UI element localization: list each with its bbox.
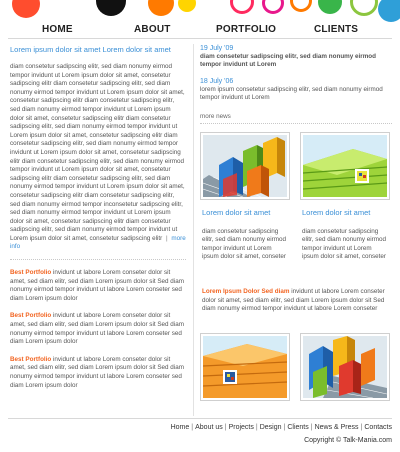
more-info-link[interactable]: more info bbox=[10, 234, 186, 251]
intro-text: diam consetetur sadipscing elitr, sed diam nonumy eirmod tempor invidunt ut Lorem ipsum dolor sit amet, consetetur sadipscing elitr diam consetetur sadipscing elitr, sed diam nonumy eirmod tempor invidunt ut Lorem ipsum dolor sit amet, consetetur sadipscing elitr diam consetetur sadipscing elitr, sed diam nonumy eirmod tempor invidunt ut Lorem ipsum dolor sit amet, consetetur sadipscing elitr diam consetetur sadipscing elitr, sed diam nonumy eirmod tempor invidunt ut Lorem ipsum dolor sit amet, consetetur sadipscing elitr diam consetetur sadipscing elitr, sed diam nonumy eirmod tempor invidunt ut Lorem ipsum dolor sit amet, consetetur sadipscing elitr diam consetetur sadipscing elitr, sed diam nonumy eirmod tempor invidunt ut Lorem ipsum dolor sit amet, consetetur sadipscing elitr diam consetetur sadipscing elitr, sed diam nonumy eirmod tempor invidunt ut Lorem ipsum dolor sit amet, consetetur sadipscing elitr diam consetetur sadipscing elitr, sed diam nonumy eirmod tempor inconsetetur sadipscing elitr, sed diam nonumy eirmod tempor invidunt ut Lorem ipsum dolor sit amet, consetetur sadipscing elitr diam consetetur sadipscing elitr, sed diam nonumy eirmod tempor invidunt ut Lorem ipsum dolor sit amet, consetetur sadipscing elitr bbox=[10, 63, 185, 242]
more-news-link[interactable]: more news bbox=[200, 112, 231, 120]
circle-decoration bbox=[290, 0, 312, 12]
feature-heading[interactable]: Lorem Ipsum Dolor Sed diam bbox=[202, 288, 290, 295]
news-divider bbox=[200, 123, 392, 124]
nav-clients[interactable]: CLIENTS bbox=[314, 24, 359, 35]
green-building-image bbox=[303, 135, 387, 197]
best-portfolio-text: invidunt ut labore Lorem conseter dolor sit amet, sed diam elitr, sed diam Lorem ipsum dolor sit Sed diam nonumy eirmod tempor invidunt ut labore Lorem conseter sed diam Lorem ipsum dolor bbox=[10, 312, 184, 346]
footer-link-news-press[interactable]: News & Press bbox=[314, 424, 359, 431]
circle-decoration bbox=[230, 0, 254, 14]
footer-link-contacts[interactable]: Contacts bbox=[364, 424, 392, 431]
best-portfolio-block bbox=[10, 356, 186, 390]
footer-link-home[interactable]: Home bbox=[170, 424, 190, 431]
intro-heading: Lorem ipsum dolor sit amet Lorem dolor sit amet bbox=[10, 45, 171, 54]
portfolio-thumbnail-glass-building[interactable] bbox=[200, 132, 290, 200]
nav-portfolio[interactable]: PORTFOLIO bbox=[216, 24, 277, 35]
footer-link-clients[interactable]: Clients bbox=[287, 424, 309, 431]
portfolio-thumbnail-green-building[interactable] bbox=[300, 132, 390, 200]
glass-building-image bbox=[303, 336, 387, 398]
glass-building-image bbox=[203, 135, 287, 197]
separator: | bbox=[224, 424, 227, 431]
circle-decoration bbox=[262, 0, 284, 14]
separator: | bbox=[255, 424, 258, 431]
separator: | bbox=[191, 424, 194, 431]
portfolio-item-text: diam consetetur sadipscing elitr, sed diam nonumy eirmod tempor invidunt ut Lorem ipsum dolor sit amet, conseter bbox=[302, 228, 386, 261]
footer-link-about[interactable]: About us bbox=[195, 424, 223, 431]
circle-decoration bbox=[178, 0, 196, 12]
circle-decoration bbox=[378, 0, 400, 22]
portfolio-thumbnails bbox=[200, 132, 392, 202]
nav-home[interactable]: HOME bbox=[42, 24, 73, 35]
circle-decoration bbox=[148, 0, 174, 16]
feature-block bbox=[202, 288, 394, 314]
footer-link-design[interactable]: Design bbox=[259, 424, 282, 431]
portfolio-item-title[interactable]: Lorem dolor sit amet bbox=[202, 208, 271, 217]
portfolio-thumbnail-orange-building[interactable] bbox=[200, 333, 290, 401]
circle-decoration bbox=[350, 0, 378, 16]
footer-link-projects[interactable]: Projects bbox=[228, 424, 254, 431]
news-date[interactable]: 19 July '09 bbox=[200, 45, 234, 52]
news-date[interactable]: 18 July '06 bbox=[200, 78, 234, 85]
portfolio-item-text: diam consetetur sadipscing elitr, sed diam nonumy eirmod tempor invidunt ut Lorem ipsum dolor sit amet, conseter bbox=[202, 228, 286, 261]
main-navigation bbox=[0, 20, 400, 38]
news-text: lorem ipsum consetetur sadipscing elitr, sed diam nonumy eirmod tempor invidunt ut Lorem bbox=[200, 86, 383, 102]
footer-divider bbox=[8, 418, 392, 419]
best-portfolio-heading[interactable]: Best Portfolio bbox=[10, 269, 52, 277]
orange-building-image bbox=[203, 336, 287, 398]
separator: | bbox=[360, 424, 363, 431]
footer-links bbox=[171, 424, 392, 431]
portfolio-thumbnail-glass-building-2[interactable] bbox=[300, 333, 390, 401]
news-title: diam consetetur sadipscing elitr, sed diam nonumy eirmod tempor invidunt ut Lorem bbox=[200, 53, 377, 68]
best-portfolio-heading[interactable]: Best Portfolio bbox=[10, 355, 52, 363]
circle-decoration bbox=[318, 0, 342, 14]
separator: | bbox=[310, 424, 313, 431]
feature-text: invidunt ut labore Lorem conseter dolor sit amet, sed diam elitr, sed diam Lorem ipsum dolor sit Sed diam nonumy eirmod tempor invidunt ut labore Lorem conseter bbox=[202, 288, 385, 313]
best-portfolio-block bbox=[10, 269, 186, 303]
portfolio-thumbnails-bottom bbox=[200, 333, 392, 403]
separator: | bbox=[166, 234, 168, 242]
best-portfolio-block bbox=[10, 312, 186, 346]
decorative-circles-banner bbox=[0, 0, 400, 22]
left-column bbox=[10, 42, 186, 390]
column-divider bbox=[193, 44, 194, 416]
section-divider bbox=[10, 259, 186, 260]
portfolio-item-title[interactable]: Lorem dolor sit amet bbox=[302, 208, 371, 217]
news-column bbox=[200, 42, 392, 124]
circle-decoration bbox=[96, 0, 126, 16]
circle-decoration bbox=[12, 0, 40, 18]
header-divider bbox=[8, 38, 392, 39]
best-portfolio-heading[interactable]: Best Portfolio bbox=[10, 312, 52, 320]
nav-about[interactable]: ABOUT bbox=[134, 24, 171, 35]
intro-paragraph bbox=[10, 63, 186, 252]
best-portfolio-text: invidunt ut labore Lorem conseter dolor sit amet, sed diam elitr, sed diam Lorem ipsum dolor sit Sed diam nonumy eirmod tempor invidunt ut labore Lorem conseter sed diam Lorem ipsum dolor bbox=[10, 269, 184, 302]
separator: | bbox=[283, 424, 286, 431]
copyright-text: Copyright © Talk-Mania.com bbox=[304, 437, 392, 444]
best-portfolio-text: invidunt ut labore Lorem conseter dolor sit amet, sed diam elitr, sed diam Lorem ipsum dolor sit Sed diam nonumy eirmod tempor invidunt ut labore Lorem conseter sed diam Lorem ipsum dolor bbox=[10, 355, 184, 389]
